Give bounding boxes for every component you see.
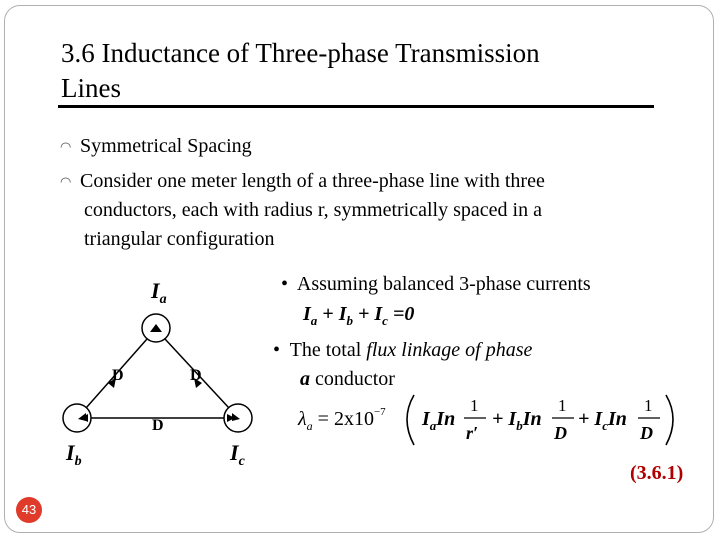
bullet-text: Consider one meter length of a three-phase line with three: [80, 170, 545, 192]
label-Ic: $I_c$: [230, 440, 245, 469]
label-Ib: $I_b$: [66, 440, 82, 469]
label-Ia: $I_a$: [151, 278, 167, 307]
slide-title: [61, 36, 661, 106]
term-a: $I_aIn$: [422, 408, 456, 433]
page-number-badge: 43: [16, 497, 42, 523]
flux-linkage-equation: [296, 383, 686, 453]
label-side-bottom: D: [152, 417, 164, 434]
bullet-continuation-1: conductors, each with radius r, symmetrically spaced in a: [84, 199, 542, 221]
bullet-flux-linkage-cont: a conductor: [300, 368, 395, 390]
label-side-right: D: [190, 367, 202, 384]
bullet-consider: [60, 169, 545, 194]
conductor-triangle-diagram: [50, 270, 280, 470]
marker-b: [78, 413, 86, 421]
svg-text:1: 1: [470, 396, 479, 415]
bullet-flux-linkage: • The total flux linkage of phase: [273, 339, 533, 361]
bullet-continuation-2: triangular configuration: [84, 228, 275, 250]
label-side-left: D: [112, 367, 124, 384]
arc-bullet-icon: ◠: [60, 139, 72, 154]
svg-text:λa = 2x10−7: $\lambda_a = 2x10^{-7}$: [298, 406, 386, 433]
current-sum-equation: $I_a + I_b + I_c =0$: [303, 303, 415, 328]
svg-text:1: 1: [644, 396, 653, 415]
right-paren: [666, 395, 673, 445]
marker-c: [232, 413, 240, 421]
bullet-text: Symmetrical Spacing: [80, 135, 252, 157]
bullet-symmetrical-spacing: [60, 134, 252, 159]
marker-a: [150, 324, 162, 332]
term-c: + $I_cIn$: [578, 408, 627, 433]
equation-number: (3.6.1): [630, 462, 684, 484]
svg-text:D: D: [640, 423, 653, 443]
left-paren: [407, 395, 414, 445]
svg-text:D: D: [554, 423, 567, 443]
svg-text:r′: r′: [466, 423, 479, 443]
title-line-2: Lines: [61, 73, 121, 103]
term-b: + $I_bIn$: [492, 408, 542, 433]
arc-bullet-icon: ◠: [60, 174, 72, 189]
title-underline: [58, 105, 654, 108]
bullet-assuming: • Assuming balanced 3-phase currents: [281, 273, 591, 295]
bullet-assuming-text: Assuming balanced 3-phase currents: [296, 273, 591, 295]
svg-text:1: 1: [558, 396, 567, 415]
title-line-1: 3.6 Inductance of Three-phase Transmission: [61, 38, 540, 68]
